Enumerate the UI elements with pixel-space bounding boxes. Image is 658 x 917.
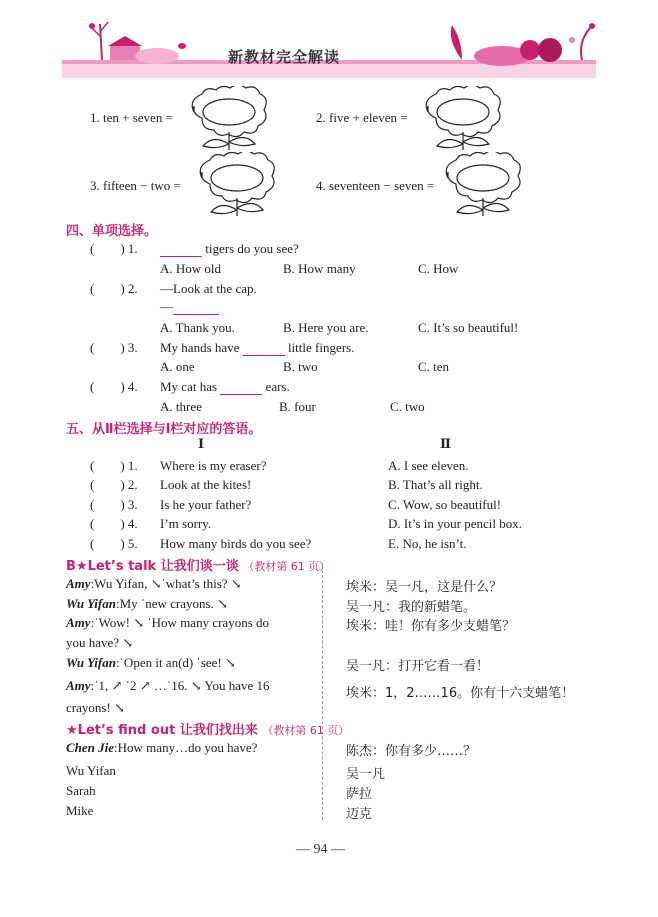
match-row-1-answer: A. I see eleven. <box>388 458 469 473</box>
match-row-2-paren[interactable]: ( ) 2. <box>90 477 138 492</box>
match-row-2-question: Look at the kites! <box>160 477 252 492</box>
q3-paren[interactable]: ( ) 3. <box>90 340 138 355</box>
flower-answer-box-1[interactable] <box>186 86 272 152</box>
column-2-header: Ⅱ <box>440 436 451 451</box>
talk-text: :ˈ1, ↗ ˈ2 ↗ …ˈ16. ↘ You have 16 <box>90 678 270 693</box>
findout-name-2-cn: 萨拉 <box>346 787 373 802</box>
talk-line-1 <box>66 576 242 592</box>
talk-text: :ˈOpen it an(d) ˈsee! ↘ <box>115 655 236 670</box>
findout-name-3-cn: 迈克 <box>346 807 373 822</box>
talk-line-3 <box>66 615 269 631</box>
equation-1: 1. ten + seven = <box>90 110 173 125</box>
equation-3: 3. fifteen − two = <box>90 178 181 193</box>
findout-section-title <box>66 719 349 738</box>
findout-line <box>66 740 257 756</box>
equation-2: 2. five + eleven = <box>316 110 408 125</box>
match-row-4-answer: D. It’s in your pencil box. <box>388 516 522 531</box>
page-number: — 94 — <box>296 842 345 857</box>
q4-blank[interactable] <box>220 382 262 395</box>
flower-answer-box-2[interactable] <box>420 86 506 152</box>
equation-4: 4. seventeen − seven = <box>316 178 435 193</box>
match-row-2-answer: B. That’s all right. <box>388 477 483 492</box>
talk-line-2 <box>66 596 228 612</box>
q2-dash: — <box>160 299 219 315</box>
q1-blank[interactable] <box>160 244 202 257</box>
column-divider <box>322 570 323 820</box>
q4-paren[interactable]: ( ) 4. <box>90 379 138 394</box>
flower-answer-box-3[interactable] <box>194 152 280 218</box>
q1-paren[interactable]: ( ) 1. <box>90 241 138 256</box>
q1-text: tigers do you see? <box>205 241 299 256</box>
q1-option-c: C. How <box>418 261 459 276</box>
findout-text: :How many…do you have? <box>114 740 258 755</box>
q1-option-a: A. How old <box>160 261 222 276</box>
talk-text: :Wu Yifan, ↘ˈwhat’s this? ↘ <box>90 576 242 591</box>
speaker-name: Amy <box>66 615 91 630</box>
talk-text: :ˈWow! ↘ ˈHow many crayons do <box>90 615 270 630</box>
q3-post: little fingers. <box>287 340 355 355</box>
findout-name-1-cn: 吴一凡 <box>346 767 386 782</box>
findout-line-cn: 陈杰：你有多少……？ <box>346 744 477 759</box>
q3-option-a: A. one <box>160 359 195 374</box>
q4-post: ears. <box>265 379 290 394</box>
match-row-5-question: How many birds do you see? <box>160 536 312 551</box>
section4-title: 四、单项选择。 <box>66 224 158 239</box>
talk-line-4 <box>66 655 236 671</box>
talk-line-1-cn: 埃米：吴一凡，这是什么？ <box>346 580 503 595</box>
talk-line-5-cn: 埃米：1，2……16。你有十六支蜡笔！ <box>346 686 575 701</box>
talk-section-title <box>66 555 330 574</box>
talk-ref: （教材第 61 页） <box>243 560 331 573</box>
q2-option-c: C. It’s so beautiful! <box>418 320 519 335</box>
q1-question <box>160 241 299 257</box>
q4-option-c: C. two <box>390 399 425 414</box>
flower-answer-box-4[interactable] <box>440 152 526 218</box>
q4-option-a: A. three <box>160 399 202 414</box>
q3-pre: My hands have <box>160 340 240 355</box>
talk-text: :My ˈnew crayons. ↘ <box>115 596 228 611</box>
q4-question <box>160 379 290 395</box>
match-row-5-paren[interactable]: ( ) 5. <box>90 536 138 551</box>
q3-option-c: C. ten <box>418 359 450 374</box>
talk-line-3-cn: 埃米：哇！你有多少支蜡笔？ <box>346 619 516 634</box>
match-row-4-question: I’m sorry. <box>160 516 212 531</box>
match-row-1-question: Where is my eraser? <box>160 458 267 473</box>
findout-name-2: Sarah <box>66 783 96 798</box>
speaker-name: Amy <box>66 678 91 693</box>
header-title: 新教材完全解读 <box>228 48 341 66</box>
header-banner <box>62 16 596 80</box>
talk-line-5 <box>66 678 269 694</box>
talk-line-5-cont: crayons! ↘ <box>66 700 125 715</box>
q2-paren[interactable]: ( ) 2. <box>90 281 138 296</box>
q3-question <box>160 340 354 356</box>
q1-option-b: B. How many <box>283 261 356 276</box>
q4-pre: My cat has <box>160 379 218 394</box>
q4-option-b: B. four <box>279 399 316 414</box>
q2-text: —Look at the cap. <box>160 281 257 296</box>
match-row-3-answer: C. Wow, so beautiful! <box>388 497 502 512</box>
section5-title: 五、从Ⅱ栏选择与Ⅰ栏对应的答语。 <box>66 422 262 437</box>
talk-title: B★Let’s talk 让我们谈一谈 <box>66 559 239 574</box>
talk-line-2-cn: 吴一凡：我的新蜡笔。 <box>346 600 477 615</box>
q3-option-b: B. two <box>283 359 318 374</box>
speaker-name: Amy <box>66 576 91 591</box>
q2-blank[interactable] <box>173 302 219 315</box>
match-row-3-question: Is he your father? <box>160 497 252 512</box>
match-row-5-answer: E. No, he isn’t. <box>388 536 467 551</box>
q3-blank[interactable] <box>243 343 285 356</box>
match-row-3-paren[interactable]: ( ) 3. <box>90 497 138 512</box>
match-row-4-paren[interactable]: ( ) 4. <box>90 516 138 531</box>
speaker-name: Wu Yifan <box>66 655 116 670</box>
match-row-1-paren[interactable]: ( ) 1. <box>90 458 138 473</box>
findout-ref: （教材第 61 页） <box>262 724 350 737</box>
talk-line-3-cont: you have? ↘ <box>66 635 134 650</box>
speaker-name: Chen Jie <box>66 740 115 755</box>
findout-name-3: Mike <box>66 803 94 818</box>
speaker-name: Wu Yifan <box>66 596 116 611</box>
findout-title: ★Let’s find out 让我们找出来 <box>66 723 258 738</box>
findout-name-1: Wu Yifan <box>66 763 116 778</box>
column-1-header: Ⅰ <box>198 436 205 451</box>
q2-option-a: A. Thank you. <box>160 320 235 335</box>
q2-option-b: B. Here you are. <box>283 320 369 335</box>
talk-line-4-cn: 吴一凡：打开它看一看！ <box>346 659 490 674</box>
